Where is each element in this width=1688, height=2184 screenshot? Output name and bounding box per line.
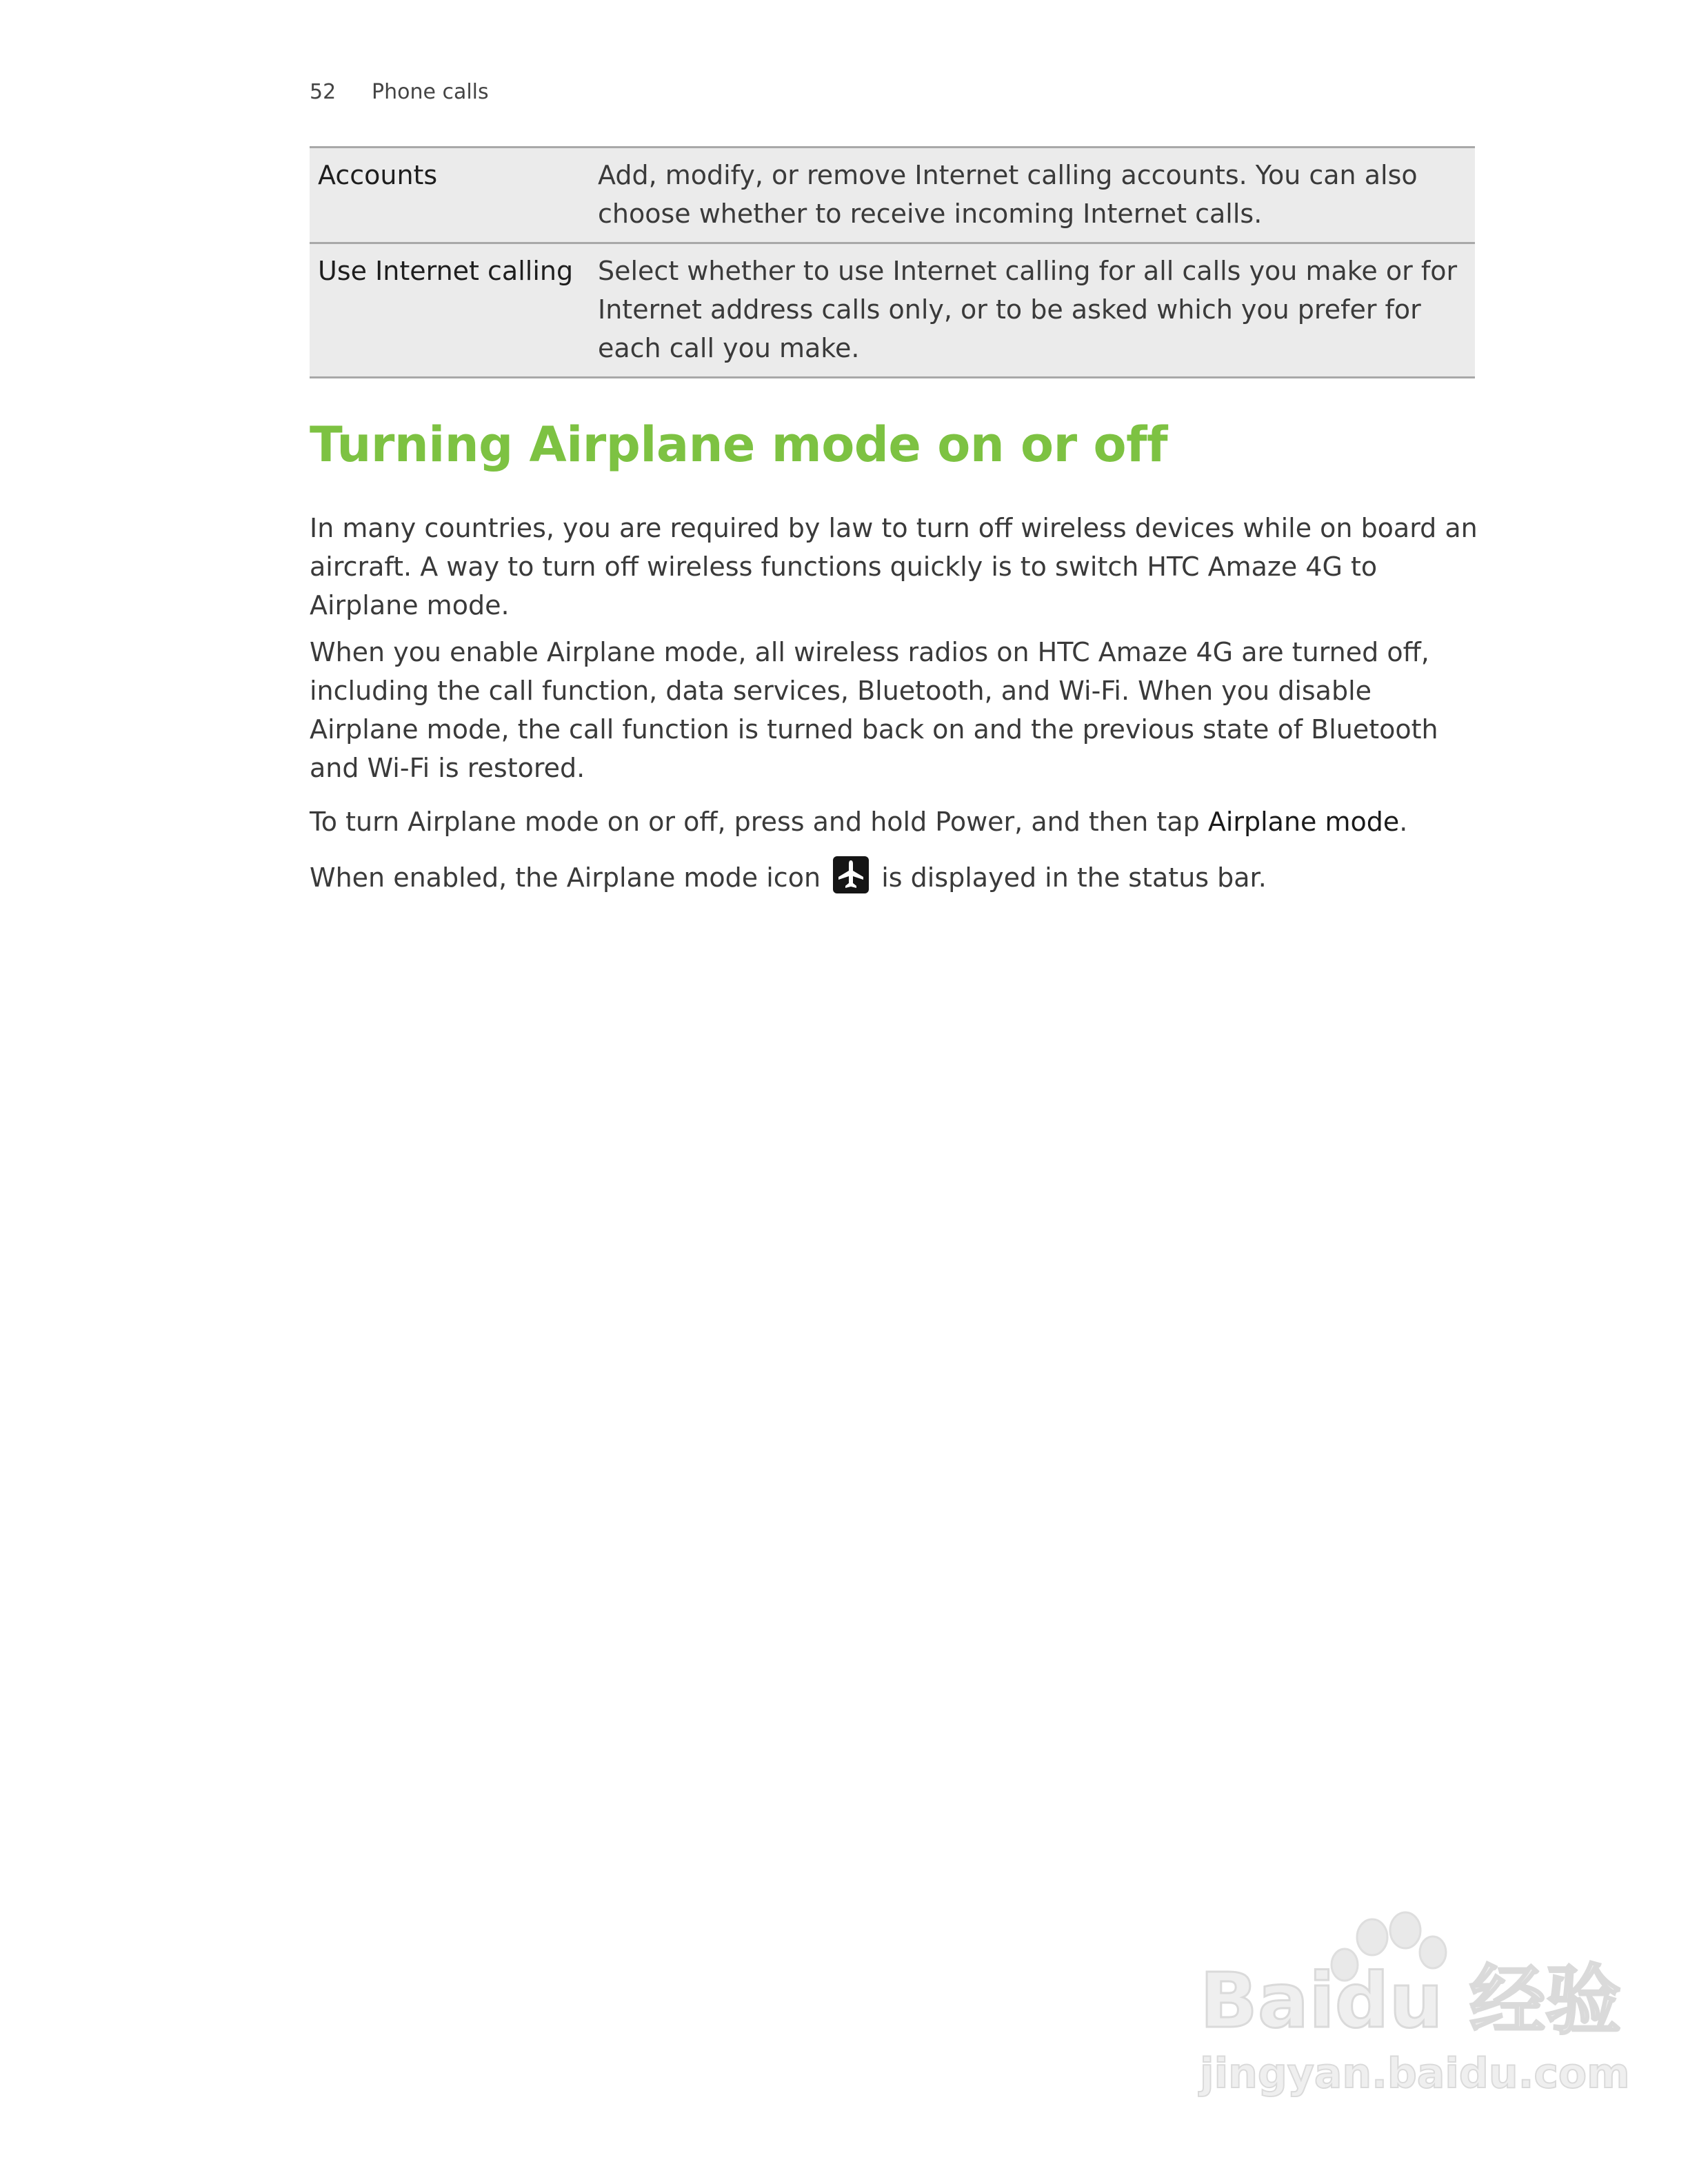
airplane-icon: [833, 856, 869, 893]
page-number: 52: [310, 80, 336, 104]
paragraph: When you enable Airplane mode, all wireless radios on HTC Amaze 4G are turned off, including the call function, data services, Bluetooth, and Wi-Fi. When you disable Airplane mode, the call function is turned back on and the previous state of Bluetooth and Wi-Fi is restored.: [310, 637, 1438, 783]
setting-term: Use Internet calling: [318, 256, 574, 286]
setting-description: Add, modify, or remove Internet calling accounts. You can also choose whether to receive incoming Internet calls.: [598, 160, 1418, 229]
paragraph-text: To turn Airplane mode on or off, press and hold Power, and then tap: [310, 807, 1208, 837]
baidu-jingyan-watermark-icon: [1186, 1910, 1630, 2103]
setting-term: Accounts: [318, 160, 438, 190]
paragraph-text: is displayed in the status bar.: [873, 862, 1267, 893]
settings-table: [310, 146, 1475, 378]
table-row: [310, 243, 1475, 378]
ui-term: Airplane mode: [1207, 807, 1400, 837]
section-body: [310, 509, 1482, 905]
paragraph: [310, 802, 1482, 841]
paragraph: In many countries, you are required by law to turn off wireless devices while on board an aircraft. A way to turn off wireless functions quickly is to switch HTC Amaze 4G to Airplane mode.: [310, 513, 1478, 620]
chapter-title: Phone calls: [372, 80, 489, 104]
paragraph: [310, 856, 1482, 897]
paragraph-text: When enabled, the Airplane mode icon: [310, 862, 830, 893]
paragraph-text: .: [1399, 807, 1408, 837]
section-title: Turning Airplane mode on or off: [310, 416, 1168, 473]
table-row: [310, 148, 1475, 243]
watermark-url: jingyan.baidu.com: [1200, 2050, 1630, 2098]
page-header: [310, 80, 489, 104]
watermark-logo: Baidu 经验: [1200, 1957, 1622, 2045]
setting-description: Select whether to use Internet calling for all calls you make or for Internet address calls only, or to be asked which you prefer for each call you make.: [598, 256, 1458, 363]
